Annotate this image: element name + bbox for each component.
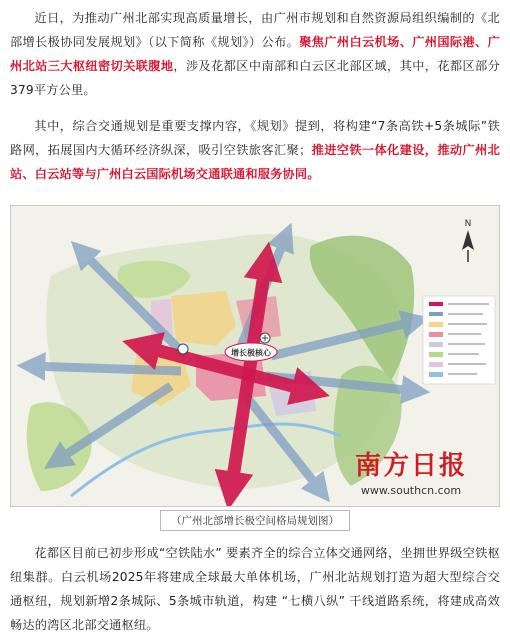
legend-swatch-red [429, 302, 443, 306]
legend-swatch-water [429, 372, 443, 377]
planning-map-figure [10, 205, 500, 507]
legend-swatch-purple [429, 362, 443, 367]
p1-text-a: 近日，为推动广州北部实现高质量增长，由广州市规划和自然资源局组织编制的《北部增长极协同发展规划》（以下简称《规划》）公布。 [10, 11, 500, 49]
planning-map [11, 206, 500, 507]
watermark-logo: 南方日报 [354, 451, 468, 481]
corridor-arrow-west [31, 366, 181, 371]
rail-station-icon [178, 344, 188, 354]
p2-highlight: 推进空铁一体化建设，推动广州北站、白云站等与广州白云国际机场交通联通和服务协同。 [10, 143, 500, 181]
compass-label: N [464, 219, 472, 229]
map-legend [423, 296, 495, 384]
legend-swatch-pink [429, 332, 443, 337]
paragraph-1 [10, 6, 500, 102]
legend-swatch-blue [429, 312, 443, 316]
growth-core-label: 增长极核心 [231, 348, 271, 358]
p1-text-c: ，涉及花都区中南部和白云区北部区域，其中，花都区部分379平方公里。 [10, 59, 500, 97]
p3-text: 花都区目前已初步形成“空铁陆水” 要素齐全的综合立体交通网络，坐拥世界级空铁枢纽集群。白云机场2025年将建成全球最大单体机场，广州北站规划打造为超大型综合交通枢纽，规划新增2条城际、5条城市轨道，构建 “七横八纵” 干线道路系统，将建成高效畅达的湾区北部交通枢纽。 [10, 546, 500, 632]
paragraph-3 [10, 541, 500, 637]
p1-highlight: 聚焦广州白云机场、广州国际港、广州北站三大枢纽密切关联腹地 [10, 35, 500, 73]
figure-caption-text: （广州北部增长极空间格局规划图） [160, 510, 350, 531]
legend-swatch-yellow [429, 322, 443, 327]
paragraph-2 [10, 114, 500, 186]
watermark-url: www.southcn.com [360, 484, 462, 497]
legend-swatch-green [429, 352, 443, 357]
newspaper-watermark [355, 450, 467, 497]
figure-caption [0, 510, 510, 531]
p2-text-a: 其中，综合交通规划是重要支撑内容，《规划》提到，将构建“7条高铁+5条城际”铁路网，拓展国内大循环经济纵深，吸引空铁旅客汇聚； [10, 119, 500, 157]
legend-swatch-lilac [429, 342, 443, 347]
